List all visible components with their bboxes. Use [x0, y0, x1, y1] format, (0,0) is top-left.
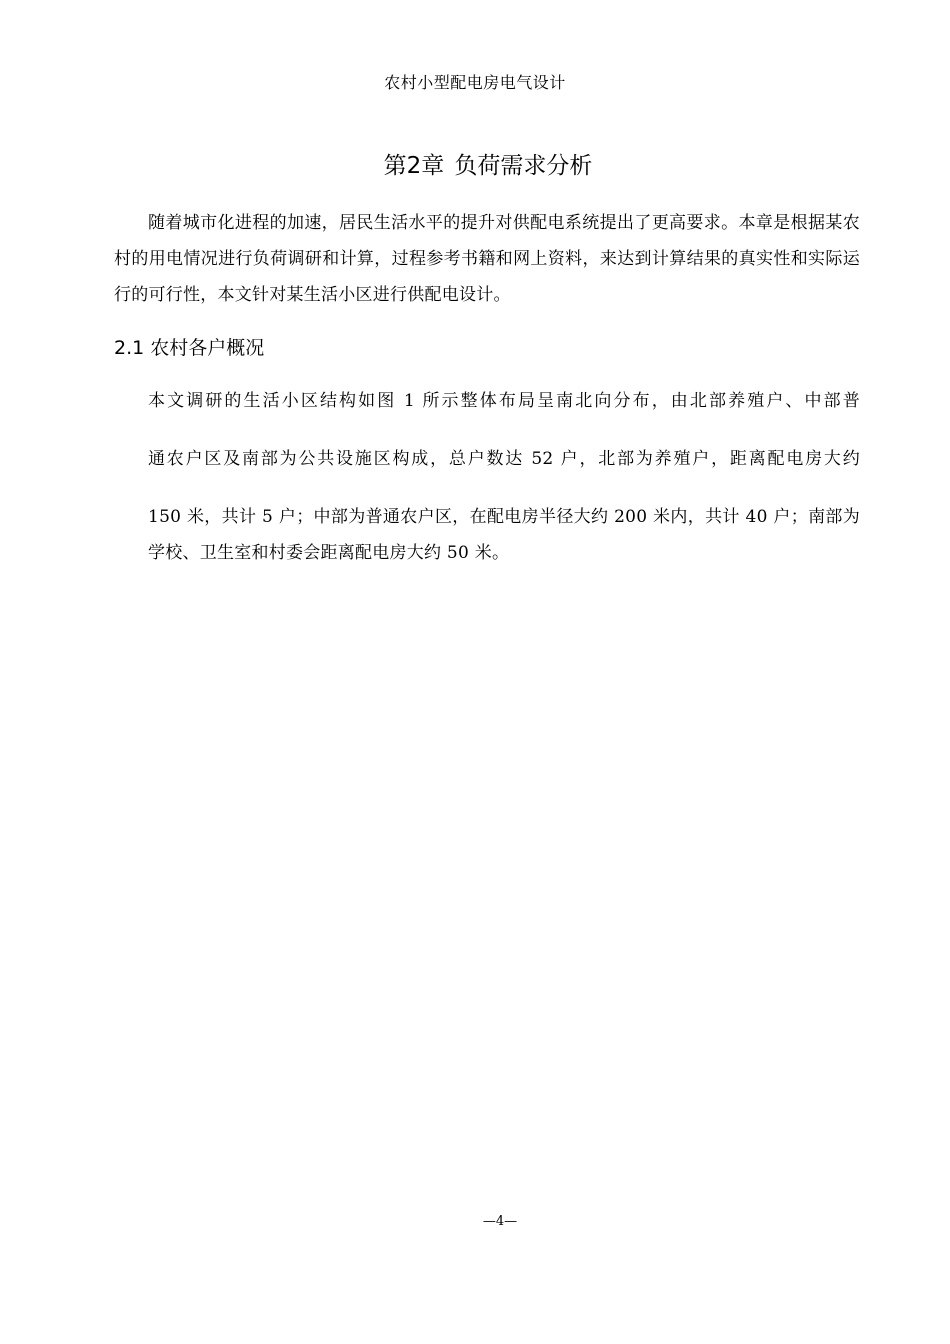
body-paragraph-line: 150 米，共计 5 户；中部为普通农户区，在配电房半径大约 200 米内，共计 40 户；南部为 — [148, 507, 860, 527]
body-paragraph-line: 通农户区及南部为公共设施区构成，总户数达 52 户，北部为养殖户，距离配电房大约 — [148, 449, 860, 469]
chapter-name: 负荷需求分析 — [454, 153, 593, 179]
page-number: —4— — [482, 1214, 518, 1229]
section-name: 农村各户概况 — [150, 337, 265, 359]
intro-paragraph: 随着城市化进程的加速，居民生活水平的提升对供配电系统提出了更高要求。本章是根据某农村的用电情况进行负荷调研和计算，过程参考书籍和网上资料，来达到计算结果的真实性和实际运行的可行性，本文针对某生活小区进行供配电设计。 — [114, 213, 860, 305]
body-paragraph-line: 本文调研的生活小区结构如图 1 所示整体布局呈南北向分布，由北部养殖户、中部普 — [148, 391, 860, 411]
running-header: 农村小型配电房电气设计 — [384, 73, 566, 92]
chapter-number: 第2章 — [383, 153, 445, 179]
body-paragraph-line: 学校、卫生室和村委会距离配电房大约 50 米。 — [148, 543, 510, 563]
body-paragraph — [114, 383, 860, 571]
section-number: 2.1 — [114, 337, 145, 359]
section-title — [114, 333, 264, 360]
chapter-title — [0, 147, 950, 180]
